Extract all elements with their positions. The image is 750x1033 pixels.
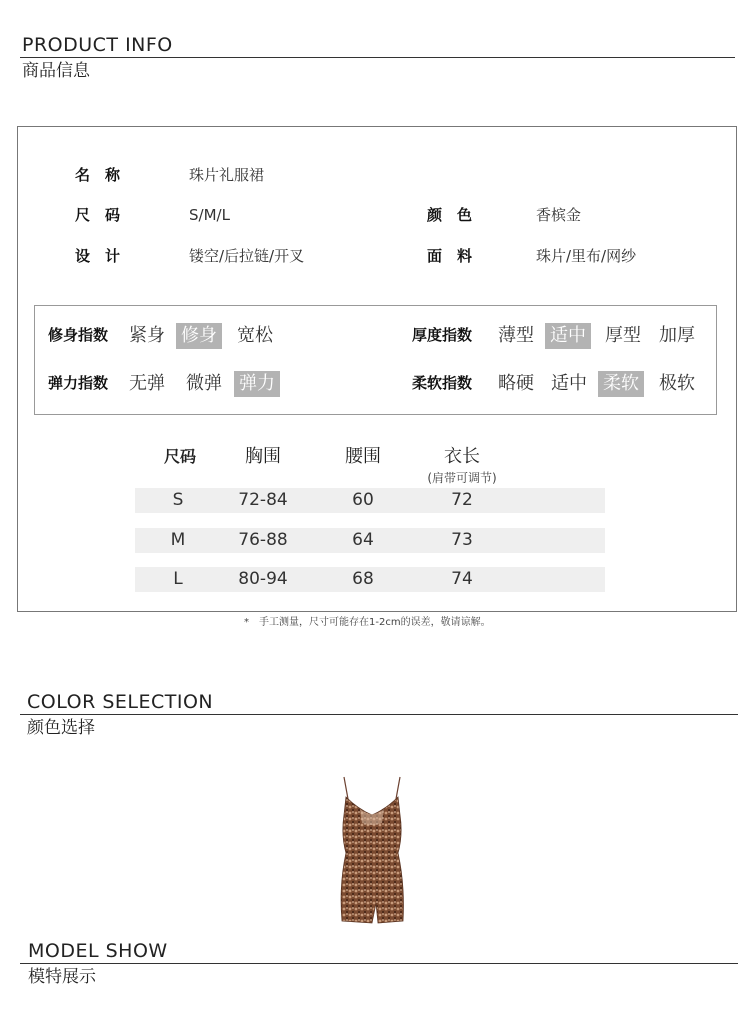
elasticity-option-slight: 微弹 (186, 373, 222, 394)
softness-option-medium: 适中 (551, 373, 587, 394)
model-show-divider (20, 963, 738, 964)
size-header: 尺码 (163, 447, 196, 466)
attr-value-size: S/M/L (189, 206, 230, 224)
table-cell-length: 74 (451, 569, 473, 589)
color-selection-divider (20, 714, 738, 715)
softness-option-very-soft: 极软 (659, 373, 695, 394)
thickness-option-extra-thick: 加厚 (659, 325, 695, 346)
length-header: 衣长 (444, 446, 480, 467)
table-cell-size: S (172, 490, 184, 510)
measurement-note: * 手工测量，尺寸可能存在1-2cm的误差，敬请谅解。 (244, 617, 491, 628)
attr-label-fabric: 面 料 (427, 247, 473, 265)
model-show-title: MODEL SHOW (28, 940, 168, 962)
waist-header: 腰围 (345, 446, 381, 467)
attr-label-color: 颜 色 (427, 206, 473, 224)
table-cell-length: 73 (451, 530, 473, 550)
color-selection-title: COLOR SELECTION (27, 691, 214, 713)
elasticity-option-stretch-selected: 弹力 (234, 371, 280, 397)
table-cell-waist: 64 (352, 530, 374, 550)
attr-label-name: 名 称 (75, 166, 121, 184)
bust-header: 胸围 (245, 446, 281, 467)
attr-value-design: 镂空/后拉链/开叉 (189, 247, 305, 265)
attr-value-color: 香槟金 (536, 206, 582, 224)
length-adjustable-note: (肩带可调节) (427, 471, 497, 485)
table-cell-waist: 68 (352, 569, 374, 589)
dress-swatch-image[interactable] (330, 775, 415, 930)
table-cell-bust: 80-94 (238, 569, 288, 589)
elasticity-option-none: 无弹 (129, 373, 165, 394)
attr-value-fabric: 珠片/里布/网纱 (536, 247, 637, 265)
thickness-index-label: 厚度指数 (412, 326, 473, 344)
softness-option-soft-selected: 柔软 (598, 371, 644, 397)
fit-option-loose: 宽松 (237, 325, 273, 346)
table-cell-bust: 76-88 (238, 530, 288, 550)
softness-index-label: 柔软指数 (412, 374, 473, 392)
table-cell-length: 72 (451, 490, 473, 510)
index-box (34, 305, 717, 415)
color-selection-subtitle: 颜色选择 (27, 718, 95, 738)
attr-label-size: 尺 码 (75, 206, 121, 224)
attr-value-name: 珠片礼服裙 (189, 166, 265, 184)
model-show-subtitle: 模特展示 (28, 967, 96, 987)
fit-index-label: 修身指数 (48, 326, 109, 344)
attr-label-design: 设 计 (75, 247, 121, 265)
table-cell-size: M (170, 530, 186, 550)
table-cell-bust: 72-84 (238, 490, 288, 510)
product-info-title: PRODUCT INFO (22, 34, 173, 56)
softness-option-firm: 略硬 (498, 373, 534, 394)
table-cell-waist: 60 (352, 490, 374, 510)
product-info-subtitle: 商品信息 (22, 61, 90, 81)
thickness-option-medium-selected: 适中 (545, 323, 591, 349)
thickness-option-thin: 薄型 (498, 325, 534, 346)
fit-option-slim-selected: 修身 (176, 323, 222, 349)
product-info-divider (20, 57, 735, 58)
elasticity-index-label: 弹力指数 (48, 374, 109, 392)
thickness-option-thick: 厚型 (605, 325, 641, 346)
table-cell-size: L (173, 569, 183, 589)
fit-option-tight: 紧身 (129, 325, 165, 346)
